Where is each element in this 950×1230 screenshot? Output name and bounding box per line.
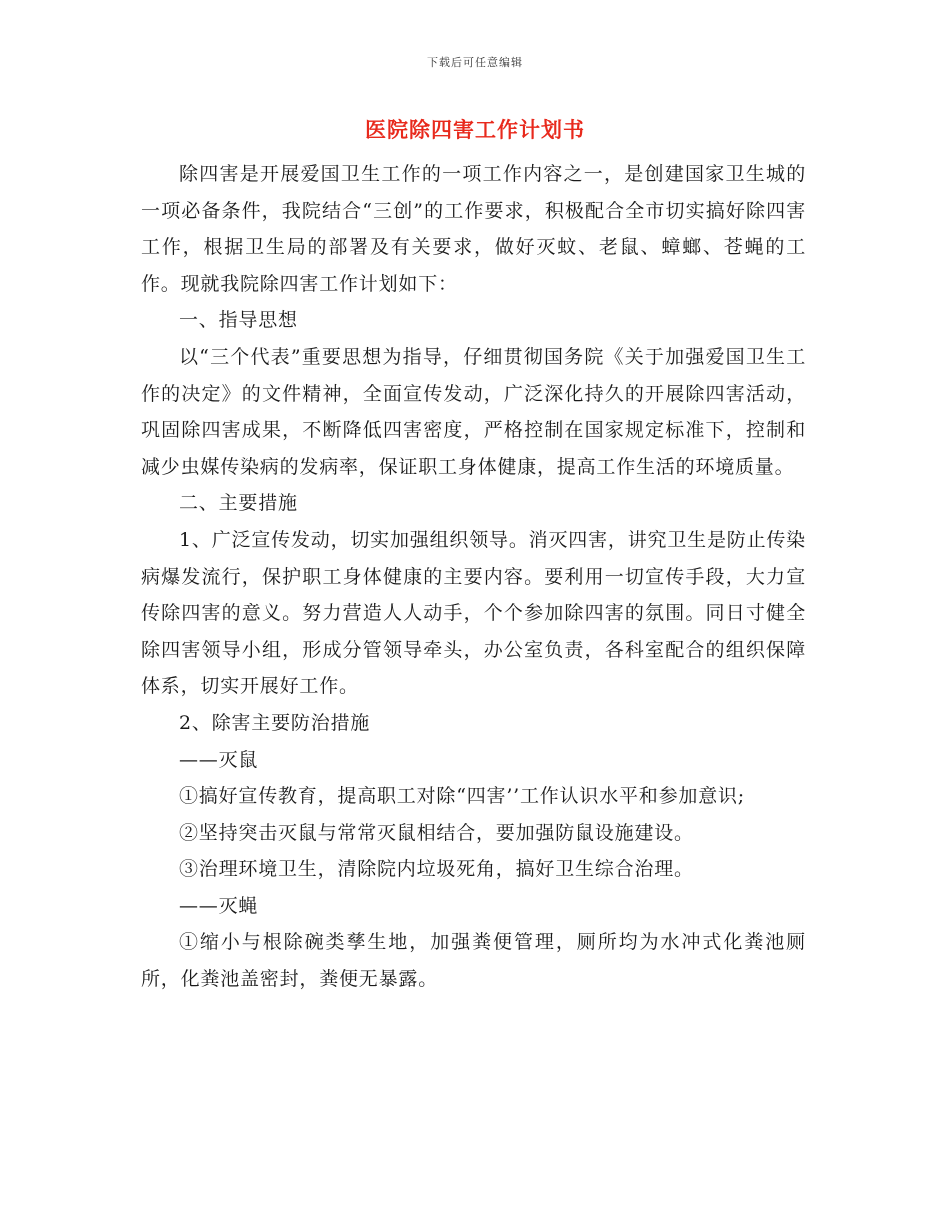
subheading-rodent-control: ——灭鼠 (179, 748, 259, 771)
rodent-item-2: ②坚持突击灭鼠与常常灭鼠相结合，要加强防鼠设施建设。 (179, 821, 694, 844)
section-heading-guiding-thought: 一、指导思想 (179, 309, 298, 332)
measure-1-paragraph: 1、广泛宣传发动，切实加强组织领导。消灭四害，讲究卫生是防止传染病爆发流行，保护职工身体健康的主要内容。要利用一切宣传手段，大力宣传除四害的意义。努力营造人人动手，个个参加除四害的氛围。同日寸健全除四害领导小组，形成分管领导牵头，办公室负责，各科室配合的组织保障体系，切实开展好工作。 (141, 528, 806, 698)
document-body (141, 156, 806, 998)
header-note: 下载后可任意编辑 (427, 56, 523, 69)
rodent-item-3: ③治理环境卫生，清除院内垃圾死角，搞好卫生综合治理。 (179, 858, 694, 881)
intro-paragraph: 除四害是开展爱国卫生工作的一项工作内容之一，是创建国家卫生城的一项必备条件，我院结合“三创”的工作要求，积极配合全市切实搞好除四害工作，根据卫生局的部署及有关要求，做好灭蚊、老鼠、蟑螂、苍蝇的工作。现就我院除四害工作计划如下： (141, 163, 806, 295)
guiding-thought-paragraph: 以“三个代表”重要思想为指导，仔细贯彻国务院《关于加强爱国卫生工作的决定》的文件精神，全面宣传发动，广泛深化持久的开展除四害活动，巩固除四害成果，不断降低四害密度，严格控制在国家规定标准下，控制和减少虫媒传染病的发病率，保证职工身体健康，提高工作生活的环境质量。 (141, 345, 806, 478)
section-heading-main-measures: 二、主要措施 (179, 492, 298, 515)
measure-2-heading: 2、除害主要防治措施 (179, 711, 371, 734)
document-title: 医院除四害工作计划书 (365, 117, 585, 142)
rodent-item-1: ①搞好宣传教育，提高职工对除“四害’’工作认识水平和参加意识; (179, 785, 745, 808)
subheading-fly-control: ——灭蝇 (179, 894, 259, 917)
fly-item-1: ①缩小与根除碗类孳生地，加强粪便管理，厕所均为水冲式化粪池厕所，化粪池盖密封，粪便无暴露。 (141, 931, 806, 991)
